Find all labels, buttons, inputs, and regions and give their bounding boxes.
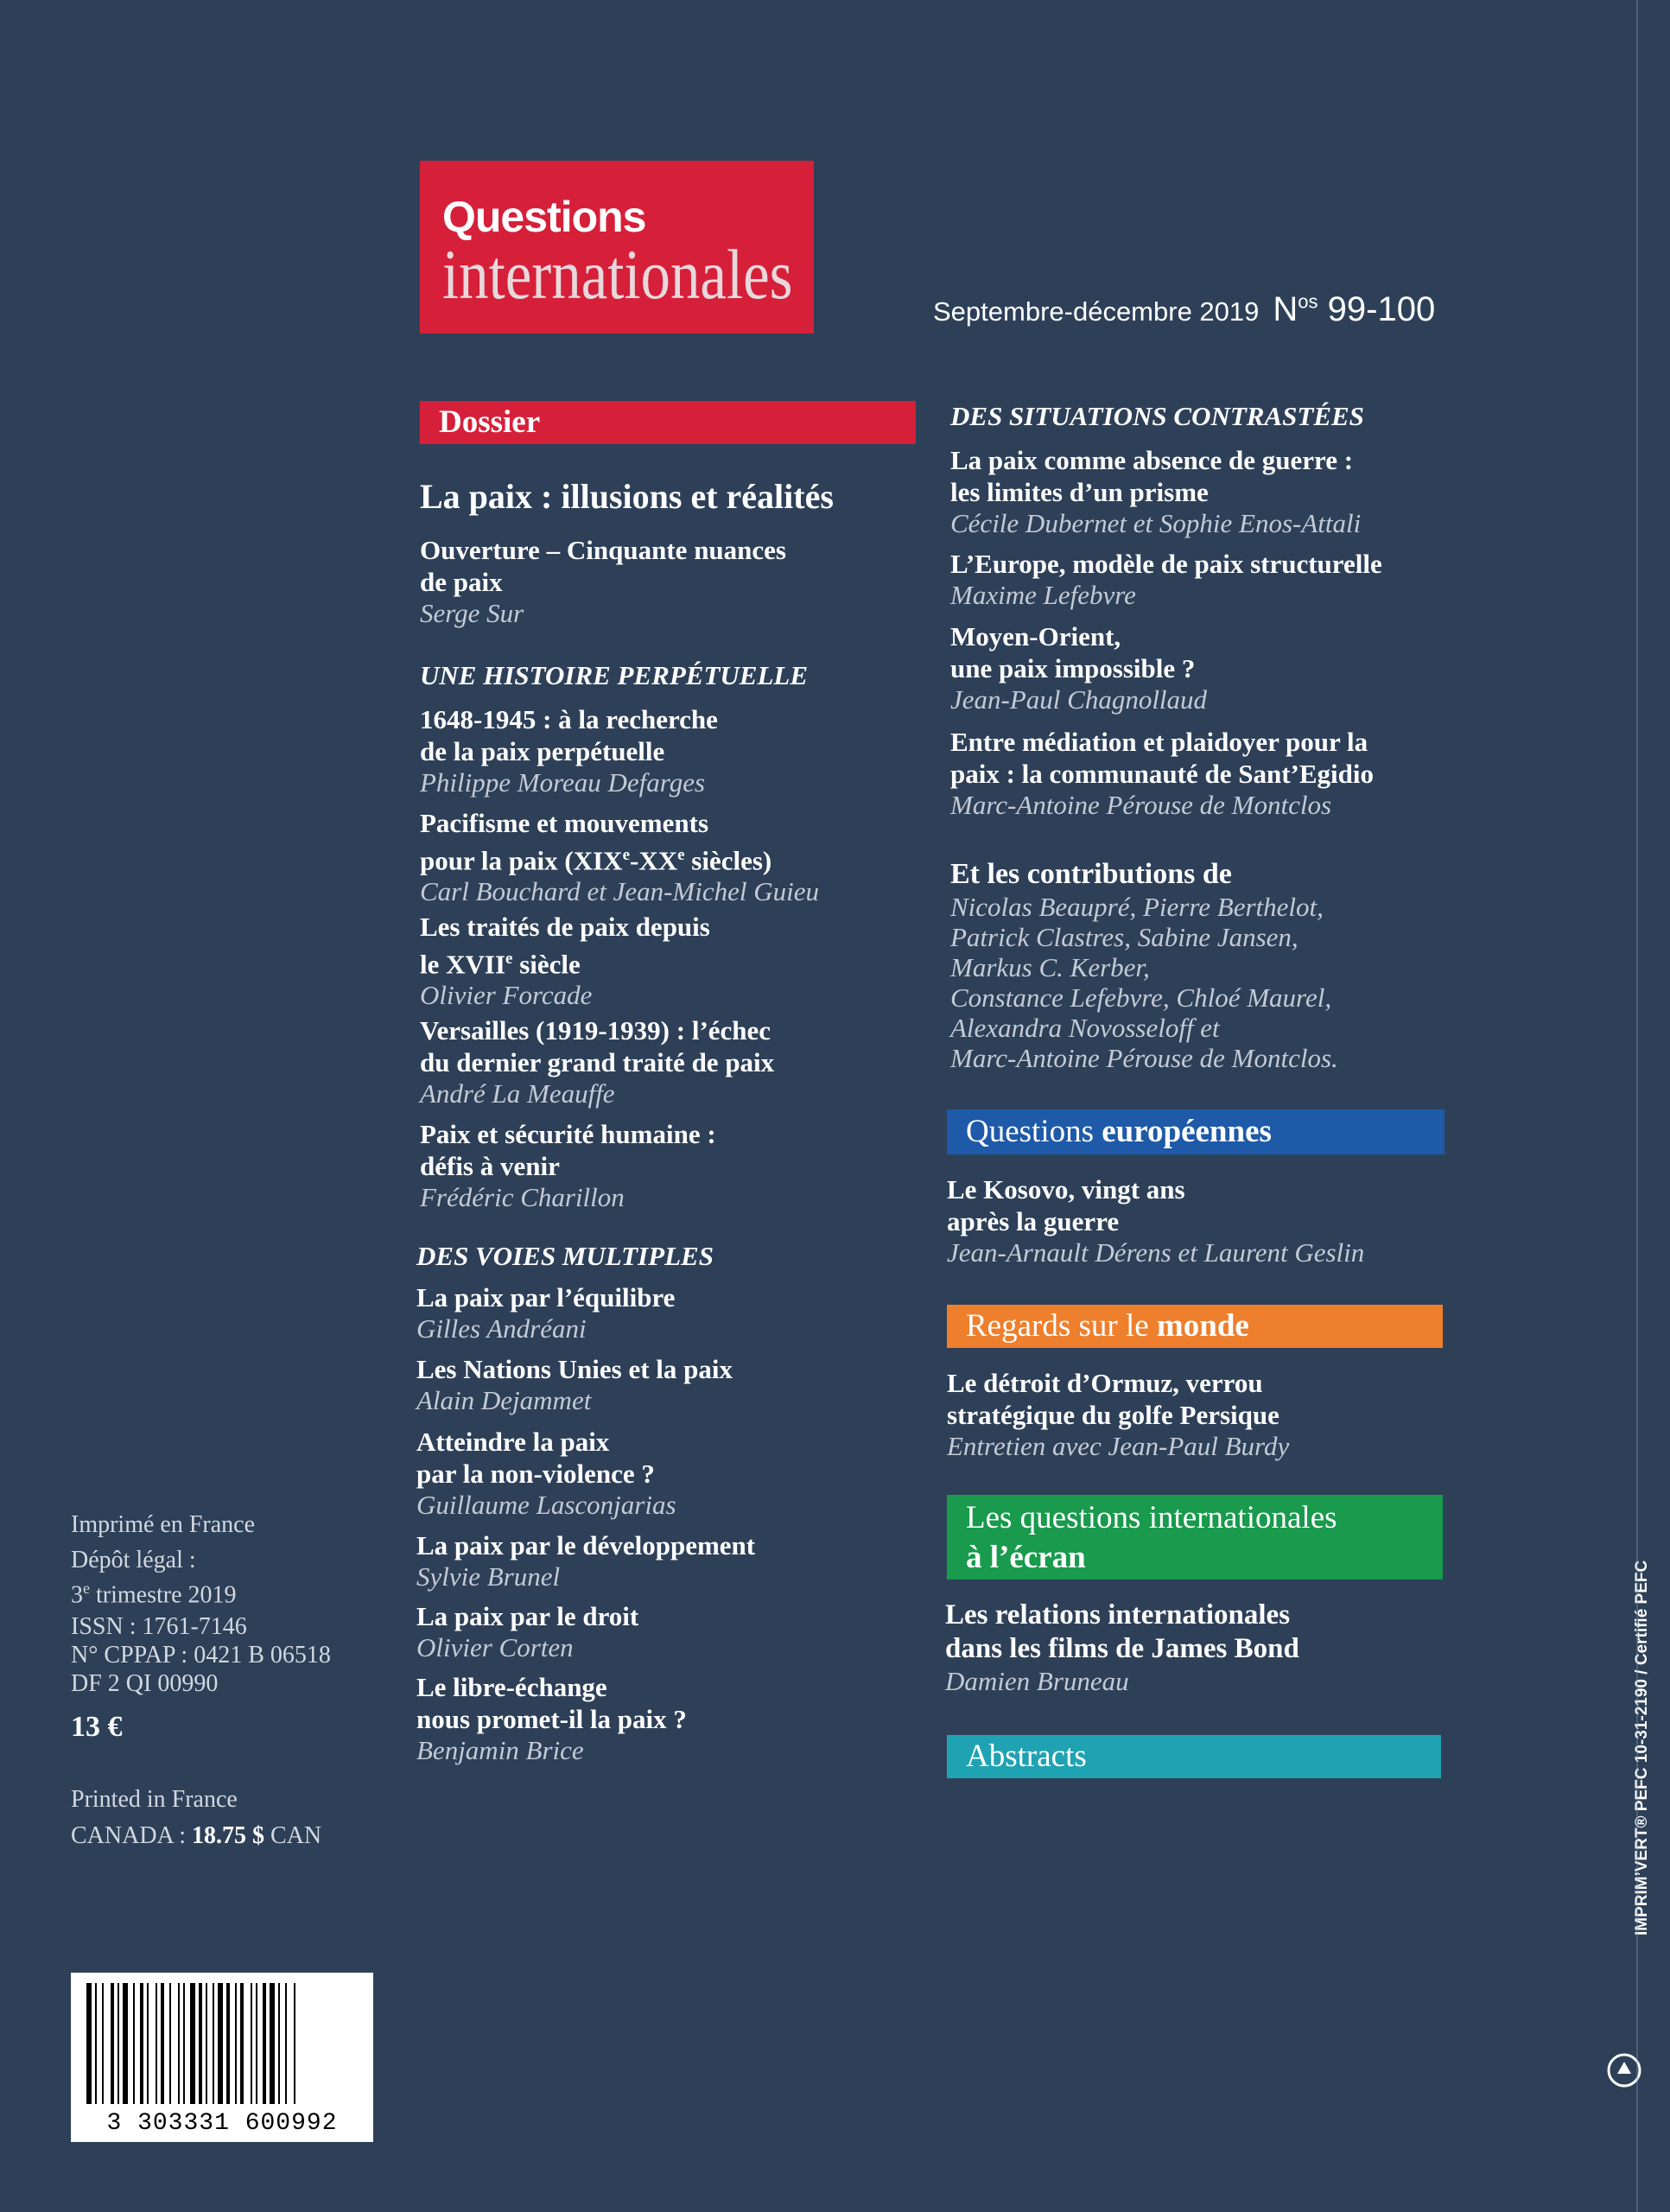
article-title: Ouverture – Cinquante nuances de paix <box>420 535 786 597</box>
issue-number-prefix: N <box>1273 290 1299 328</box>
printed-label: Imprimé en France <box>71 1511 256 1538</box>
list-item <box>420 703 930 798</box>
article-author: Marc-Antoine Pérouse de Montclos <box>950 790 1332 820</box>
article-author: Gilles Andréani <box>416 1313 587 1344</box>
dossier-main-title: La paix : illusions et réalités <box>420 477 834 516</box>
article-author: Philippe Moreau Defarges <box>420 767 706 798</box>
article-author: Guillaume Lasconjarias <box>416 1490 676 1520</box>
identifiers: ISSN : 1761-7146 N° CPPAP : 0421 B 06518 DF 2 QI 00990 <box>71 1613 331 1697</box>
list-item <box>420 807 930 907</box>
list-item <box>416 1353 926 1416</box>
contributions-names: Nicolas Beaupré, Pierre Berthelot, Patrick Clastres, Sabine Jansen, Markus C. Kerber, Constance Lefebvre, Chloé Maurel, Alexandra Novosseloff et Marc-Antoine Pérouse de Montclos. <box>950 892 1338 1073</box>
article-title: Pacifisme et mouvements pour la paix (XIXe-XXe siècles) <box>420 808 772 876</box>
article-author: Jean-Paul Chagnollaud <box>950 684 1208 715</box>
logo-line-2: internationales <box>442 235 793 314</box>
list-item <box>420 911 930 1011</box>
list-item <box>416 1281 926 1344</box>
list-item <box>416 1600 926 1663</box>
printed-en-label: Printed in France <box>71 1786 238 1813</box>
article-title: Le libre-échange nous promet-il la paix ? <box>416 1672 687 1734</box>
issue-date: Septembre-décembre 2019 <box>933 296 1260 327</box>
section-heading: DES SITUATIONS CONTRASTÉES <box>950 401 1364 431</box>
list-item <box>950 726 1460 821</box>
article-title: Moyen-Orient, une paix impossible ? <box>950 621 1196 683</box>
issue-number-sup: os <box>1298 290 1318 313</box>
canada-amount: 18.75 $ <box>192 1822 265 1849</box>
list-item <box>420 1014 930 1109</box>
list-item <box>947 1367 1457 1462</box>
issue-info <box>933 290 1451 342</box>
barcode-digits: 3 303331 600992 <box>106 2110 338 2137</box>
article-title: Les relations internationales dans les films de James Bond <box>945 1599 1299 1664</box>
article-author: Entretien avec Jean-Paul Burdy <box>947 1431 1290 1461</box>
band-text-bold: européennes <box>1102 1114 1272 1149</box>
article-title: Entre médiation et plaidoyer pour la paix : la communauté de Sant’Egidio <box>950 727 1375 789</box>
band-text-bold: à l’écran <box>966 1540 1086 1575</box>
article-author: Cécile Dubernet et Sophie Enos-Attali <box>950 508 1362 538</box>
article-author: Maxime Lefebvre <box>950 580 1136 610</box>
band-text-bold: monde <box>1156 1308 1249 1344</box>
article-title: 1648-1945 : à la recherche de la paix perpétuelle <box>420 704 718 766</box>
regards-band <box>947 1305 1443 1348</box>
band-text: Les questions internationales <box>966 1500 1337 1535</box>
logo-line-1: Questions <box>442 193 646 241</box>
section-heading: UNE HISTOIRE PERPÉTUELLE <box>420 660 809 690</box>
spine-edge <box>1636 0 1638 2212</box>
list-item <box>420 1118 930 1213</box>
article-title: La paix par l’équilibre <box>416 1282 676 1313</box>
article-author: Olivier Forcade <box>420 980 593 1011</box>
article-title: Paix et sécurité humaine : défis à venir <box>420 1119 716 1181</box>
article-title: Le Kosovo, vingt ans après la guerre <box>947 1174 1185 1236</box>
band-text: Regards sur le <box>966 1308 1157 1344</box>
issue-number <box>1273 290 1435 328</box>
article-title: La paix par le développement <box>416 1530 756 1560</box>
magazine-logo <box>420 161 814 334</box>
section-voies <box>416 1239 926 1274</box>
list-item <box>416 1671 926 1766</box>
list-item <box>947 1173 1457 1268</box>
dossier-title <box>420 475 930 518</box>
dossier-band: Dossier <box>420 401 916 444</box>
article-author: Sylvie Brunel <box>416 1561 561 1592</box>
article-author: Carl Bouchard et Jean-Michel Guieu <box>420 876 820 907</box>
list-item <box>950 444 1460 539</box>
article-title: Le détroit d’Ormuz, verrou stratégique du golfe Persique <box>947 1368 1279 1430</box>
article-title: Versailles (1919-1939) : l’échec du dernier grand traité de paix <box>420 1015 775 1077</box>
certification-text: IMPRIM’VERT® PEFC 10-31-2190 / Certifié PEFC <box>1633 1560 1651 1936</box>
article-author: Benjamin Brice <box>416 1735 584 1765</box>
article-title: Les traités de paix depuis le XVIIe siècle <box>420 912 710 980</box>
canada-label: CANADA : <box>71 1822 193 1849</box>
article-title: La paix par le droit <box>416 1601 639 1631</box>
article-author: Frédéric Charillon <box>420 1182 625 1212</box>
list-item <box>416 1426 926 1521</box>
article-author: Serge Sur <box>420 598 524 628</box>
article-title: Atteindre la paix par la non-violence ? <box>416 1427 655 1489</box>
ecran-band <box>947 1495 1443 1580</box>
list-item <box>950 548 1460 611</box>
article-author: Alain Dejammet <box>416 1385 592 1415</box>
list-item <box>945 1599 1455 1697</box>
article-title: Les Nations Unies et la paix <box>416 1354 733 1384</box>
article-author: André La Meauffe <box>420 1078 615 1109</box>
canada-price <box>71 1820 382 1852</box>
section-situations <box>950 399 1460 434</box>
barcode <box>71 1973 373 2142</box>
list-item <box>950 620 1460 715</box>
issue-number-value: 99-100 <box>1327 290 1436 328</box>
section-histoire <box>420 658 930 693</box>
opening-article <box>420 534 930 629</box>
list-item <box>416 1529 926 1592</box>
abstracts-band: Abstracts <box>947 1735 1441 1778</box>
price: 13 € <box>71 1711 123 1743</box>
article-author: Olivier Corten <box>416 1632 574 1662</box>
article-author: Jean-Arnault Dérens et Laurent Geslin <box>947 1237 1365 1268</box>
contributions <box>950 857 1460 1073</box>
article-author: Damien Bruneau <box>945 1666 1129 1696</box>
band-text: Questions <box>966 1114 1102 1149</box>
europeennes-band <box>947 1109 1445 1154</box>
depot-legal: Dépôt légal : 3e trimestre 2019 <box>71 1547 237 1609</box>
article-title: La paix comme absence de guerre : les limites d’un prisme <box>950 445 1354 507</box>
canada-currency: CAN <box>264 1822 322 1849</box>
article-title: L’Europe, modèle de paix structurelle <box>950 549 1382 579</box>
section-heading: DES VOIES MULTIPLES <box>416 1241 714 1271</box>
contributions-heading: Et les contributions de <box>950 858 1232 890</box>
barcode-bars <box>71 1973 373 2111</box>
